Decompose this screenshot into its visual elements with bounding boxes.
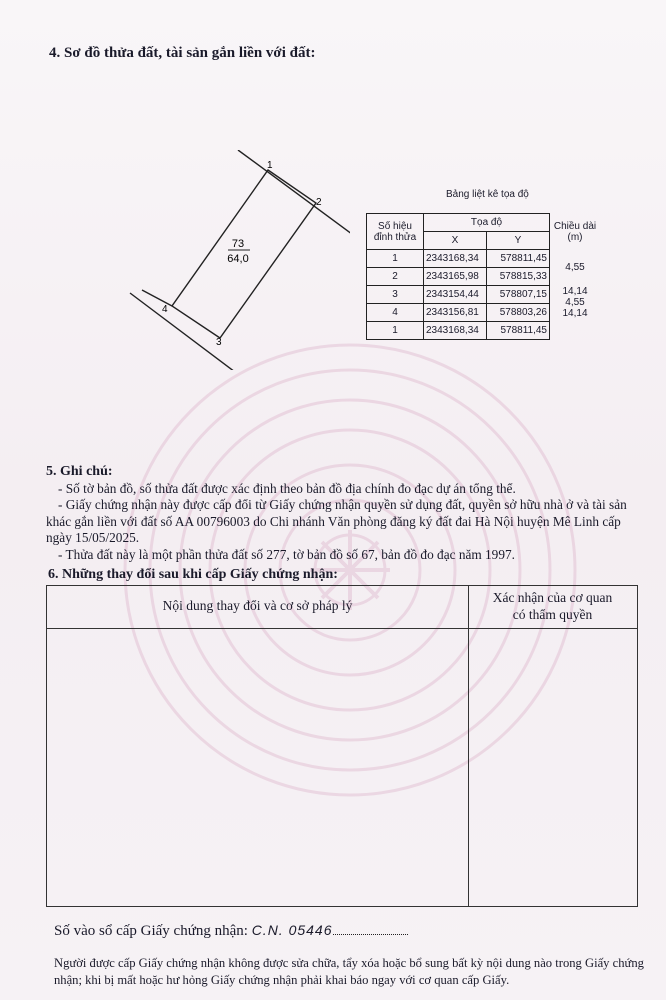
cell-x: 2343154,44 xyxy=(424,286,487,304)
header-y: Y xyxy=(487,232,550,250)
cell-point: 2 xyxy=(367,268,424,286)
cell-point: 3 xyxy=(367,286,424,304)
cell-y: 578811,45 xyxy=(487,322,550,340)
parcel-area: 64,0 xyxy=(227,253,249,265)
changes-col1-header: Nội dung thay đổi và cơ sở pháp lý xyxy=(162,598,353,613)
cell-x: 2343156,81 xyxy=(424,304,487,322)
cell-x: 2343168,34 xyxy=(424,250,487,268)
note-item: - Thửa đất này là một phần thửa đất số 277, tờ bản đồ số 67, bản đồ đo đạc năm 1997. xyxy=(58,546,515,562)
section6-title: 6. Những thay đổi sau khi cấp Giấy chứng nhận: xyxy=(48,567,338,582)
note-item: - Số tờ bản đồ, số thửa đất được xác định theo bản đồ địa chính đo đạc dự án tổng thể. xyxy=(58,480,516,496)
cell-point: 4 xyxy=(367,304,424,322)
cell-y: 578811,45 xyxy=(487,250,550,268)
registry-number xyxy=(54,922,408,940)
header-x: X xyxy=(424,232,487,250)
registry-value: C.N. 05446 xyxy=(251,922,333,938)
cell-y: 578807,15 xyxy=(487,286,550,304)
parcel-number: 73 xyxy=(231,238,245,250)
corner-label-2: 2 xyxy=(316,197,322,208)
coordinate-table xyxy=(366,213,600,340)
col2-line2: có thẩm quyền xyxy=(512,607,593,622)
header-length: Chiều dài (m) xyxy=(553,220,597,243)
changes-col2-header xyxy=(468,589,637,623)
parcel-sketch xyxy=(120,150,350,370)
coord-table-caption: Bảng liệt kê tọa độ xyxy=(446,189,529,200)
cell-point: 1 xyxy=(367,250,424,268)
table-row xyxy=(367,250,601,268)
changes-column-divider xyxy=(47,586,469,906)
table-row xyxy=(367,322,601,340)
cell-length: 4,55 xyxy=(565,262,585,273)
col2-line1: Xác nhận của cơ quan xyxy=(492,590,613,605)
cell-y: 578803,26 xyxy=(487,304,550,322)
note-item: - Giấy chứng nhận này được cấp đổi từ Giấy chứng nhận quyền sử dụng đất, quyền sở hữu nhà ở và tài sản khác gắn liền với đất số AA 00796003 do Chi nhánh Văn phòng đăng ký đất đai Hà Nội huyện Mê Linh cấp ngày 15/05/2025. xyxy=(46,497,627,545)
cell-x: 2343168,34 xyxy=(424,322,487,340)
footer-notice: Người được cấp Giấy chứng nhận không được sửa chữa, tẩy xóa hoặc bổ sung bất kỳ nội dung nào trong Giấy chứng nhận; khi bị mất hoặc hư hỏng Giấy chứng nhận phải khai báo ngay với cơ quan cấp Giấy. xyxy=(54,956,644,987)
cell-length xyxy=(550,286,601,322)
cell-y: 578815,33 xyxy=(487,268,550,286)
corner-label-4: 4 xyxy=(162,304,168,315)
header-point: Số hiệu đỉnh thửa xyxy=(367,214,424,250)
cell-length-empty xyxy=(550,322,601,340)
table-row xyxy=(367,286,601,304)
registry-label: Số vào sổ cấp Giấy chứng nhận: xyxy=(54,923,248,939)
length-value: 4,55 xyxy=(565,296,585,308)
cell-x: 2343165,98 xyxy=(424,268,487,286)
changes-table xyxy=(46,585,638,907)
cell-point: 1 xyxy=(367,322,424,340)
notes-section xyxy=(46,464,646,563)
dotted-line xyxy=(333,934,408,935)
section5-title: 5. Ghi chú: xyxy=(46,464,113,479)
length-value: 14,14 xyxy=(562,285,588,297)
header-coord: Tọa độ xyxy=(424,214,550,232)
corner-label-3: 3 xyxy=(216,337,222,348)
length-value: 14,14 xyxy=(562,307,588,319)
corner-label-1: 1 xyxy=(267,160,273,171)
section4-title: 4. Sơ đồ thửa đất, tài sản gắn liền với đất: xyxy=(49,45,316,61)
